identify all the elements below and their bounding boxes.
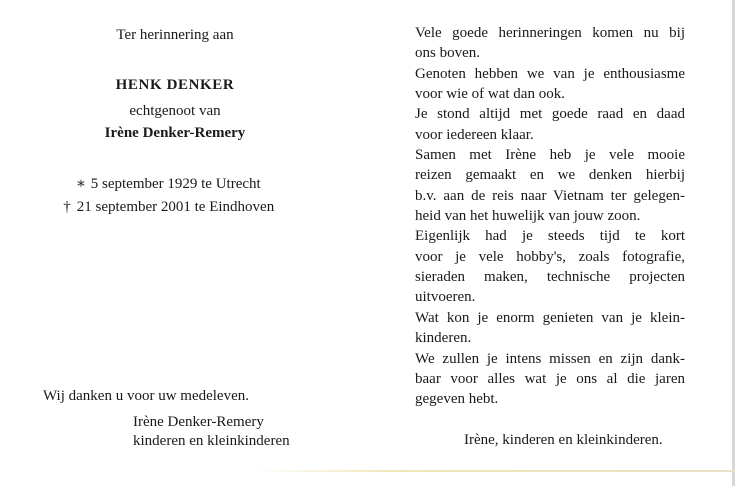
memorial-text-line: Vele goede herinneringen komen nu bij <box>415 25 685 41</box>
thanks-text: Wij danken u voor uw medeleven. <box>43 388 250 404</box>
card-edge-bottom <box>250 470 735 472</box>
memorial-text-line: uitvoeren. <box>415 289 476 306</box>
memorial-text-line: gegeven hebt. <box>415 391 499 408</box>
intro-text: Ter herinnering aan <box>116 27 234 43</box>
memorial-text <box>415 23 685 410</box>
memorial-text-line: kinderen. <box>415 330 472 347</box>
memorial-text-line: Samen met Irène heb je vele mooie <box>415 147 685 164</box>
birth-date: 5 september 1929 te Utrecht <box>90 176 261 192</box>
birth-line <box>75 174 261 194</box>
memorial-text-line: sieraden maken, technische projecten <box>415 269 685 286</box>
deceased-name: HENK DENKER <box>115 77 235 93</box>
memorial-text-line: Je stond altijd met goede raad en daad <box>415 106 685 123</box>
memorial-text-line: ons boven. <box>415 45 480 62</box>
memorial-text-line: voor wie of wat dan ook. <box>415 86 565 103</box>
death-line <box>61 197 274 217</box>
memorial-text-line: voor iedereen klaar. <box>415 126 534 143</box>
memorial-text-line: b.v. aan de reis naar Vietnam ter gelegen- <box>415 187 685 204</box>
spouse-name: Irène Denker-Remery <box>104 125 246 141</box>
memorial-text-line: voor je vele hobby's, zoals fotografie, <box>415 248 685 265</box>
memorial-text-line: Eigenlijk had je steeds tijd te kort <box>415 228 685 245</box>
memorial-text-line: Genoten hebben we van je enthousiasme <box>415 65 685 82</box>
memorial-text-line: baar voor alles wat je ons al die jaren <box>415 370 685 387</box>
memorial-text-line: reizen gemaakt en we denken hierbij <box>415 167 685 184</box>
death-date: 21 september 2001 te Eindhoven <box>76 199 275 215</box>
memorial-text-line: Wat kon je enorm genieten van je klein- <box>415 309 685 326</box>
memorial-text-line: We zullen je intens missen en zijn dank- <box>415 350 685 367</box>
spouse-label: echtgenoot van <box>129 103 221 119</box>
cross-icon: † <box>63 199 71 215</box>
birth-symbol-icon: ∗ <box>75 176 87 192</box>
signature-line-1: Irène Denker-Remery <box>133 414 264 430</box>
closing-text: Irène, kinderen en kleinkinderen. <box>464 432 663 448</box>
signature-line-2: kinderen en kleinkinderen <box>133 433 290 449</box>
memorial-text-line: heid van het huwelijk van jouw zoon. <box>415 208 641 225</box>
